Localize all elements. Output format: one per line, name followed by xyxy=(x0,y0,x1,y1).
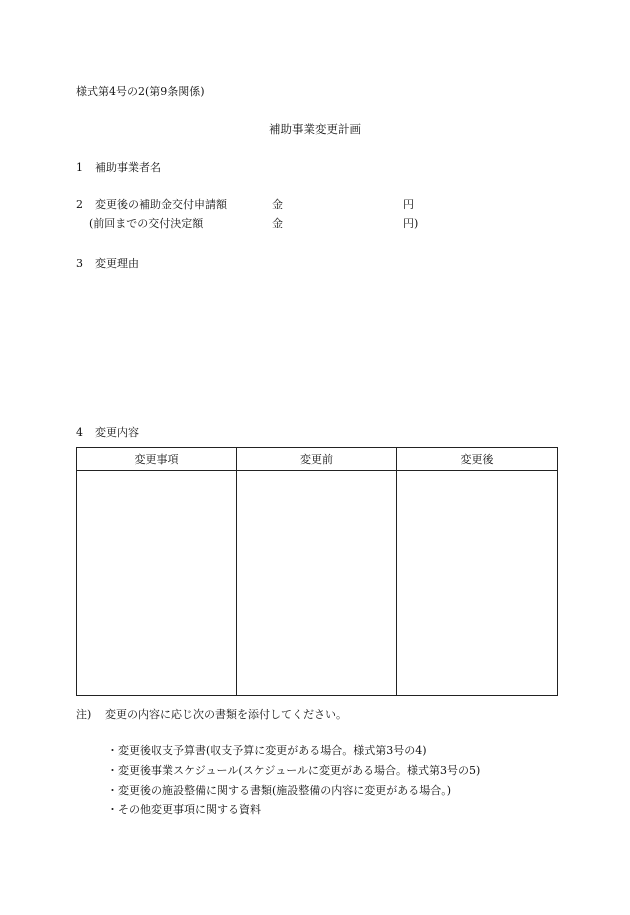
item2-number: 2 xyxy=(76,198,83,211)
item2-amount-unit: 円 xyxy=(403,198,414,211)
attachment-item: ・変更後収支予算書(収支予算に変更がある場合。様式第3号の4) xyxy=(107,744,427,757)
item2-previous-amount-unit: 円) xyxy=(403,217,419,230)
item4-label: 変更内容 xyxy=(95,426,139,439)
document-title: 補助事業変更計画 xyxy=(269,122,361,136)
table-row xyxy=(77,471,558,696)
table-header-change-item: 変更事項 xyxy=(77,448,237,471)
item4-number: 4 xyxy=(76,426,83,439)
item2-previous-label: (前回までの交付決定額 xyxy=(89,217,204,230)
item1-label: 補助事業者名 xyxy=(95,161,161,174)
table-header-before: 変更前 xyxy=(237,448,397,471)
table-cell-change-item[interactable] xyxy=(77,471,237,696)
attachment-item: ・変更後事業スケジュール(スケジュールに変更がある場合。様式第3号の5) xyxy=(107,764,481,777)
table-cell-before[interactable] xyxy=(237,471,397,696)
table-header-after: 変更後 xyxy=(397,448,558,471)
form-number: 様式第4号の2(第9条関係) xyxy=(76,85,205,98)
table-header-row xyxy=(77,448,558,471)
attachment-item: ・その他変更事項に関する資料 xyxy=(107,803,261,816)
item3-number: 3 xyxy=(76,257,83,270)
attachment-item: ・変更後の施設整備に関する書類(施設整備の内容に変更がある場合。) xyxy=(107,784,452,797)
note-label: 注) xyxy=(76,708,92,721)
item3-label: 変更理由 xyxy=(95,257,139,270)
note-text: 変更の内容に応じ次の書類を添付してください。 xyxy=(105,708,347,721)
item1-number: 1 xyxy=(76,161,83,174)
item2-label: 変更後の補助金交付申請額 xyxy=(95,198,227,211)
table-cell-after[interactable] xyxy=(397,471,558,696)
item2-previous-amount-prefix: 金 xyxy=(272,217,283,230)
change-content-table xyxy=(76,447,558,696)
item2-amount-prefix: 金 xyxy=(272,198,283,211)
